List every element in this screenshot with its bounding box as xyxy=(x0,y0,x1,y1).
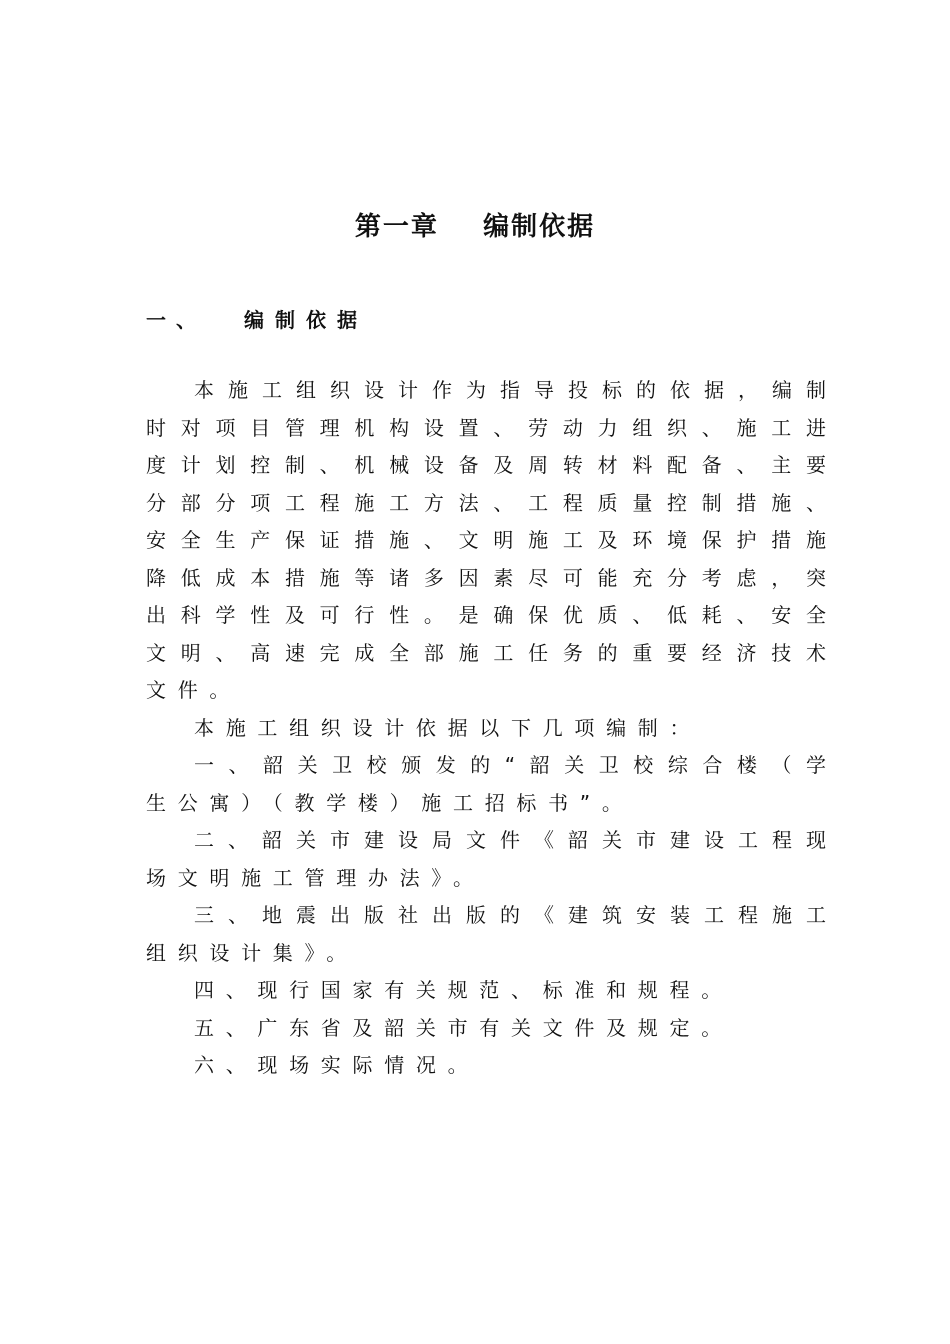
source-item-3-line-1: 三、地震出版社出版的《建筑安装工程施工 xyxy=(194,903,826,927)
paragraph-basis xyxy=(146,372,826,710)
paragraph-line: 分部分项工程施工方法、工程质量控制措施、 xyxy=(146,490,826,515)
section-title: 编制依据 xyxy=(244,308,368,332)
chapter-title: 第一章 编制依据 xyxy=(354,212,596,242)
paragraph-line: 文明、高速完成全部施工任务的重要经济技术 xyxy=(146,640,826,665)
sources-intro: 本施工组织设计依据以下几项编制： xyxy=(194,715,702,740)
source-item-6: 六、现场实际情况。 xyxy=(194,1053,480,1077)
section-number: 一、 xyxy=(146,308,206,332)
source-item-2-line-2: 场文明施工管理办法》。 xyxy=(146,865,485,890)
paragraph-line: 降低成本措施等诸多因素尽可能充分考虑，突 xyxy=(146,565,826,590)
paragraph-line: 文件。 xyxy=(146,678,242,702)
paragraph-sources xyxy=(146,710,826,1085)
body-text xyxy=(146,372,826,1085)
paragraph-line: 本施工组织设计作为指导投标的依据，编制 xyxy=(194,378,826,402)
source-item-4: 四、现行国家有关规范、标准和规程。 xyxy=(194,978,733,1002)
source-item-1-line-2: 生公寓）（教学楼）施工招标书”。 xyxy=(146,790,634,815)
paragraph-line: 出科学性及可行性。是确保优质、低耗、安全 xyxy=(146,603,826,627)
source-item-1-line-1: 一、韶关卫校颁发的“韶关卫校综合楼（学 xyxy=(194,753,826,777)
paragraph-line: 时对项目管理机构设置、劳动力组织、施工进 xyxy=(146,415,826,440)
paragraph-line: 度计划控制、机械设备及周转材料配备、主要 xyxy=(146,453,826,477)
source-item-3-line-2: 组织设计集》。 xyxy=(146,940,358,965)
paragraph-line: 安全生产保证措施、文明施工及环境保护措施 xyxy=(146,528,826,552)
source-item-5: 五、广东省及韶关市有关文件及规定。 xyxy=(194,1015,733,1040)
source-item-2-line-1: 二、韶关市建设局文件《韶关市建设工程现 xyxy=(194,828,826,852)
